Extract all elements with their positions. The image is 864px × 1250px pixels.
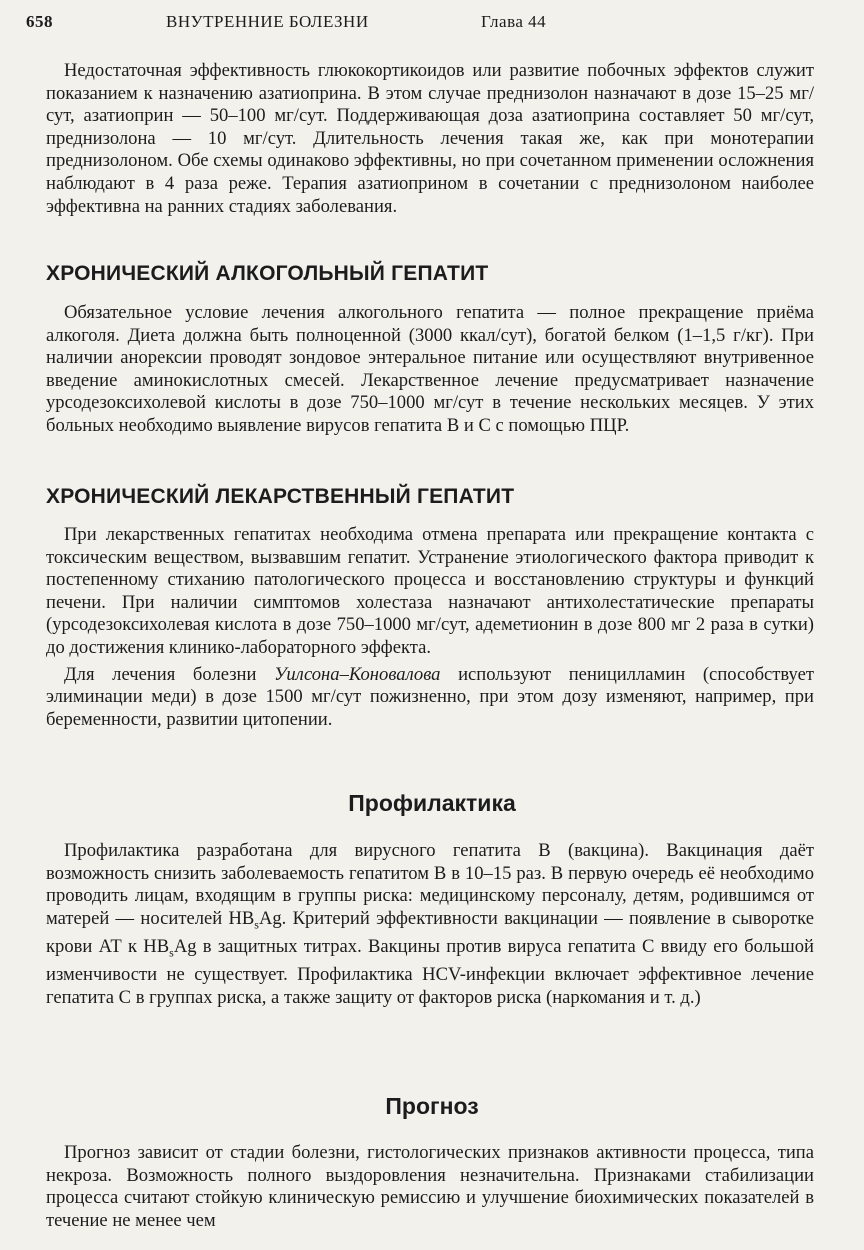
page-number: 658 — [26, 12, 53, 31]
subscript-s-2: s — [169, 945, 174, 960]
chapter-label: Глава 44 — [481, 12, 547, 31]
prophylaxis-section — [46, 840, 814, 1010]
prophylaxis-text-c: Ag в защитных титрах. Вакцины против вируса гепатита C ввиду его большой изменчивости не существует. Профилактика HCV-инфекции включает эффективное лечение гепатита C в группах риска, а также защиту от факторов риска (наркомания и т. д.) — [46, 936, 814, 1008]
intro-paragraph: Недостаточная эффективность глюкокортикоидов или развитие побочных эффектов служит показанием к назначению азатиоприна. В этом случае преднизолон назначают в дозе 15–25 мг/сут, азатиоприн — 50–100 мг/сут. Поддерживающая доза азатиоприна составляет 50 мг/сут, преднизолона — 10 мг/сут. Длительность лечения такая же, как при монотерапии преднизолоном. Обе схемы одинаково эффективны, но при сочетанном применении осложнения наблюдают в 4 раза реже. Терапия азатиоприном в сочетании с преднизолоном наиболее эффективна на ранних стадиях заболевания. — [46, 60, 814, 217]
book-title: ВНУТРЕННИЕ БОЛЕЗНИ — [166, 12, 369, 31]
subscript-s-1: s — [254, 917, 259, 932]
alcoholic-hepatitis-heading: ХРОНИЧЕСКИЙ АЛКОГОЛЬНЫЙ ГЕПАТИТ — [46, 262, 489, 285]
wilson-disease-name: Уилсона–Коновалова — [274, 663, 441, 685]
drug-p2-before: Для лечения болезни — [64, 663, 275, 685]
drug-hepatitis-heading: ХРОНИЧЕСКИЙ ЛЕКАРСТВЕННЫЙ ГЕПАТИТ — [46, 485, 515, 508]
prognosis-paragraph: Прогноз зависит от стадии болезни, гистологических признаков активности процесса, типа некроза. Возможность полного выздоровления незначительна. Признаками стабилизации процесса считают стойкую клиническую ремиссию и улучшение биохимических показателей в течение не менее чем — [46, 1142, 814, 1231]
alcoholic-paragraph: Обязательное условие лечения алкогольного гепатита — полное прекращение приёма алкоголя. Диета должна быть полноценной (3000 ккал/сут), богатой белком (1–1,5 г/кг). При наличии анорексии проводят зондовое энтеральное питание или осуществляют внутривенное введение аминокислотных смесей. Лекарственное лечение предусматривает назначение урсодезоксихолевой кислоты в дозе 750–1000 мг/сут в течение нескольких месяцев. У этих больных необходимо выявление вирусов гепатита B и C с помощью ПЦР. — [46, 302, 814, 436]
prophylaxis-heading: Профилактика — [348, 790, 516, 816]
running-head — [26, 6, 826, 36]
intro-section — [46, 60, 814, 218]
prophylaxis-text-a: Профилактика разработана для вирусного гепатита B (вакцина). Вакцинация даёт возможность снизить заболеваемость гепатитом B в 10–15 раз. В первую очередь её необходимо проводить лицам, входящим в группы риска: медицинскому персоналу, детям, родившимся от матерей — носителей HB — [46, 840, 814, 929]
drug-p2-after: используют пеницилламин (способствует элиминации меди) в дозе 1500 мг/сут пожизненно, при этом дозу изменяют, например, при беременности, развитии цитопении. — [46, 663, 814, 730]
prognosis-section — [46, 1142, 814, 1232]
drug-paragraph-2 — [46, 664, 814, 732]
alcoholic-section — [46, 302, 814, 438]
drug-section — [46, 524, 814, 731]
prophylaxis-paragraph — [46, 840, 814, 1010]
prognosis-heading: Прогноз — [385, 1093, 479, 1119]
prophylaxis-text-b: Ag. Критерий эффективности вакцинации — появление в сыворотке крови АТ к HB — [46, 907, 814, 958]
drug-paragraph-1: При лекарственных гепатитах необходима отмена препарата или прекращение контакта с токсическим веществом, вызвавшим гепатит. Устранение этиологического фактора приводит к постепенному стиханию патологического процесса и восстановлению структуры и функций печени. При наличии симптомов холестаза назначают антихолестатические препараты (урсодезоксихолевая кислота в дозе 750–1000 мг/сут, адеметионин в дозе 800 мг 2 раза в сутки) до достижения клинико-лабораторного эффекта. — [46, 524, 814, 658]
